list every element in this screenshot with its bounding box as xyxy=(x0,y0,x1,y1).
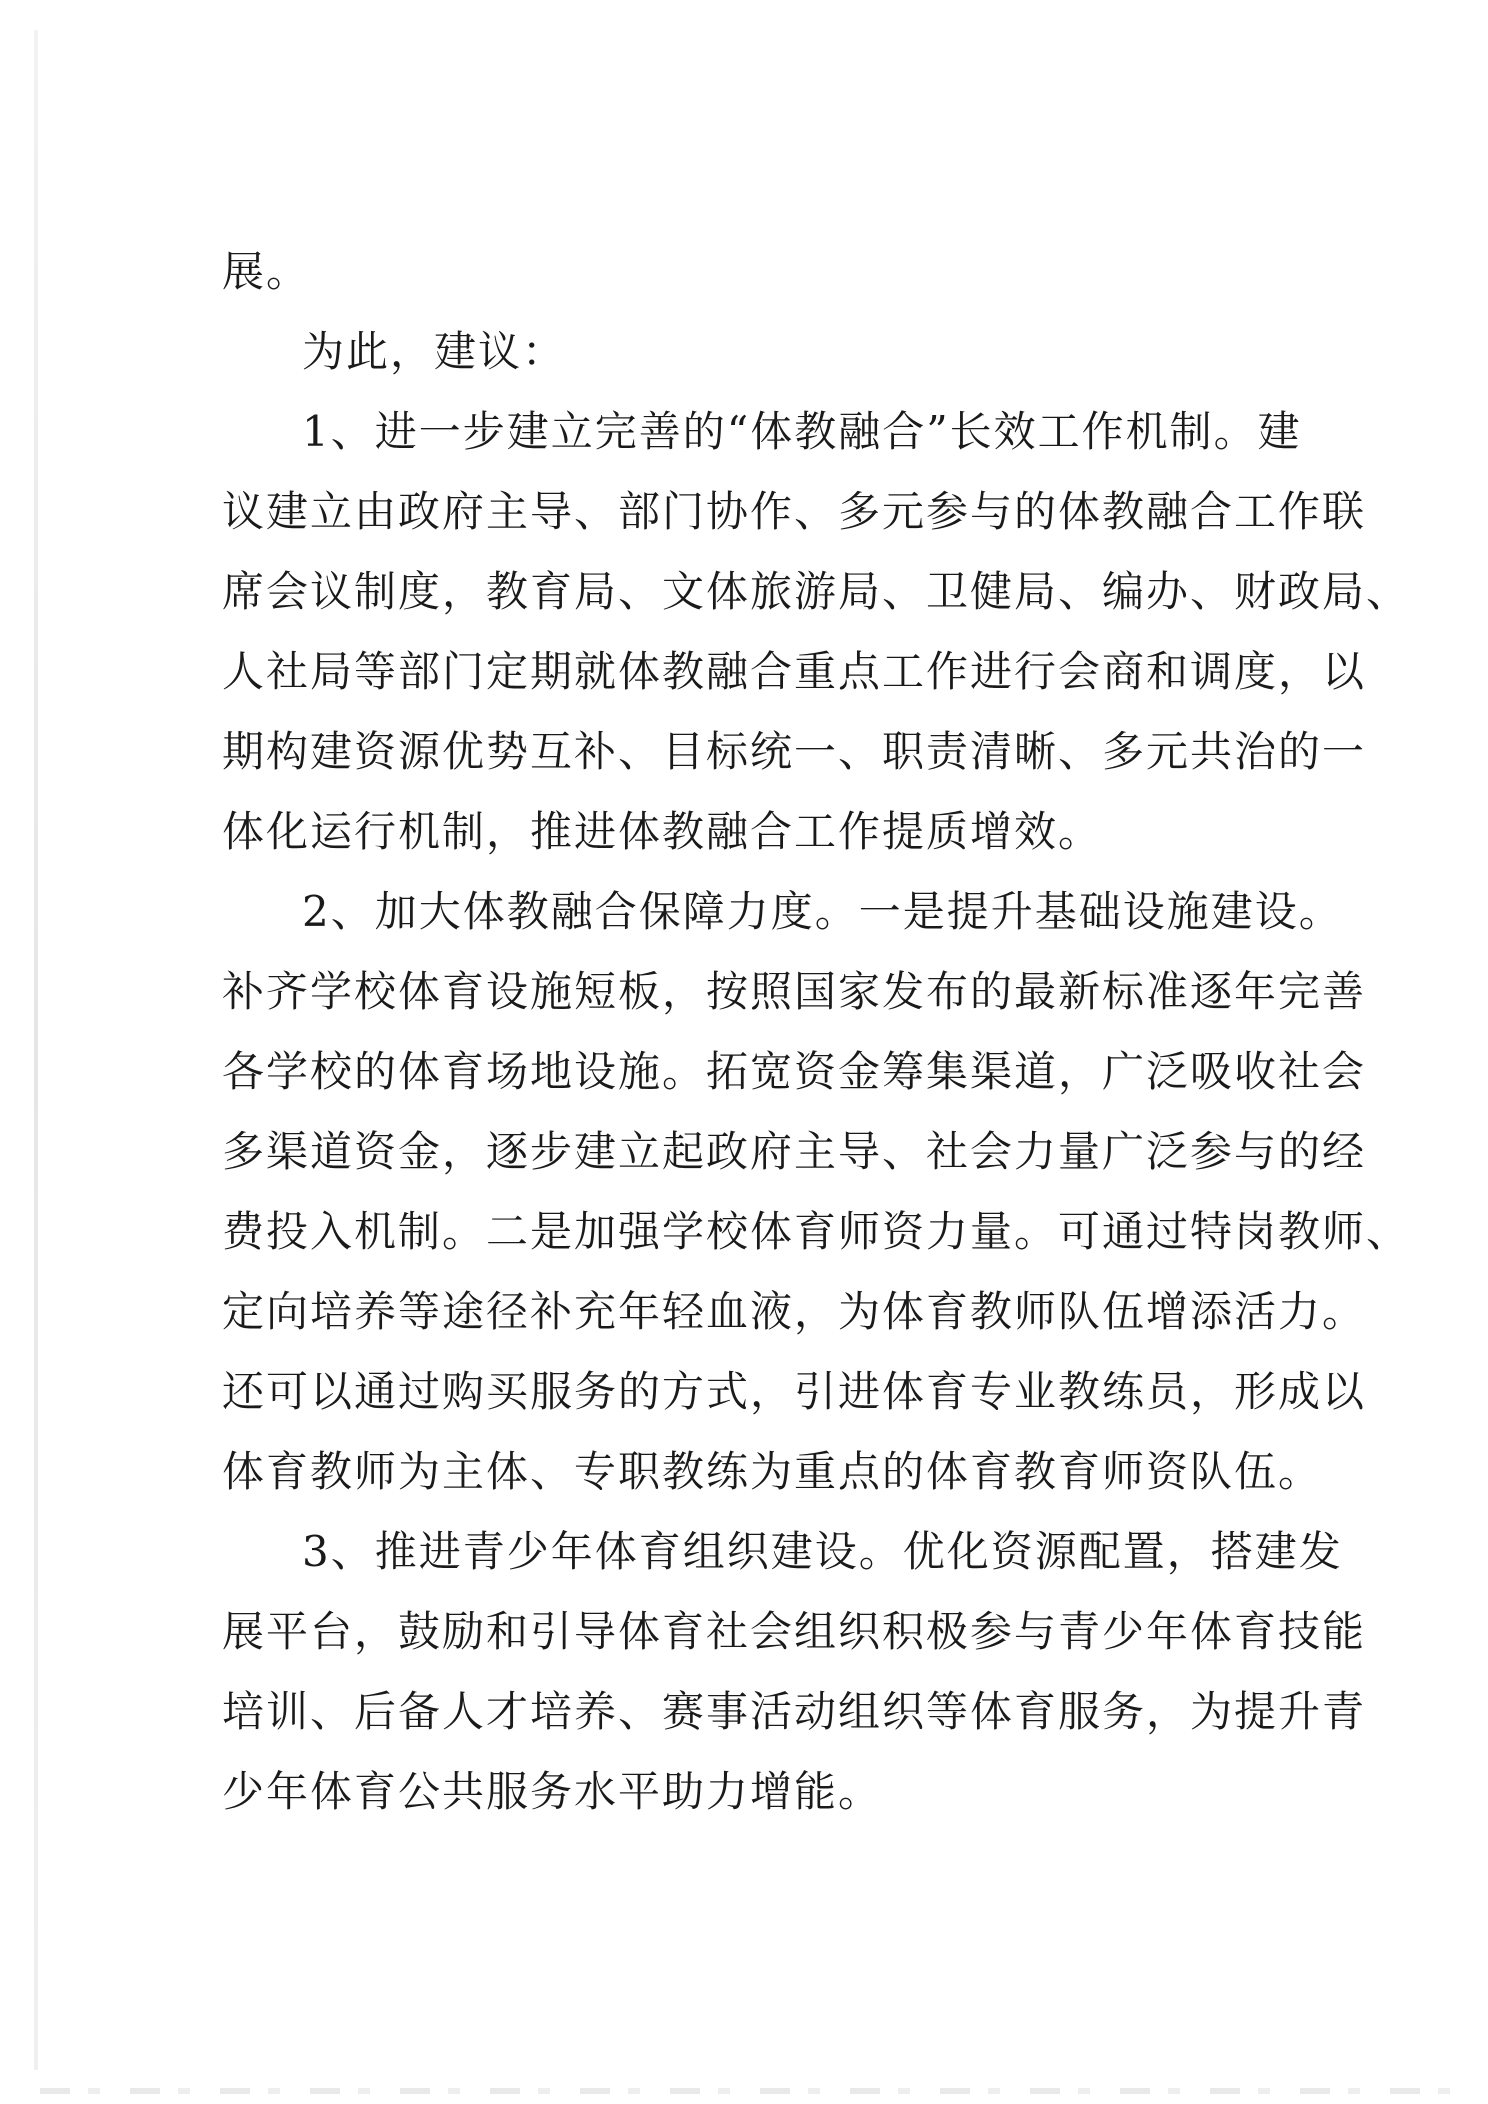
paragraph-1-line: 体化运行机制，推进体教融合工作提质增效。 xyxy=(222,807,1103,856)
text-line: 展。 xyxy=(222,247,311,296)
paragraph-2-line: 各学校的体育场地设施。拓宽资金筹集渠道，广泛吸收社会 xyxy=(222,1047,1367,1096)
paragraph-1-line: 人社局等部门定期就体教融合重点工作进行会商和调度，以 xyxy=(222,647,1367,696)
paragraph-1-line: 席会议制度，教育局、文体旅游局、卫健局、编办、财政局、 xyxy=(222,567,1411,616)
paragraph-2-line: 补齐学校体育设施短板，按照国家发布的最新标准逐年完善 xyxy=(222,967,1367,1016)
paragraph-2-line: 还可以通过购买服务的方式，引进体育专业教练员，形成以 xyxy=(222,1367,1367,1416)
paragraph-3-line: 培训、后备人才培养、赛事活动组织等体育服务，为提升青 xyxy=(222,1687,1367,1736)
paragraph-2-line: 费投入机制。二是加强学校体育师资力量。可通过特岗教师、 xyxy=(222,1207,1411,1256)
paragraph-3-line: 展平台，鼓励和引导体育社会组织积极参与青少年体育技能 xyxy=(222,1607,1367,1656)
paragraph-3-line: 3、推进青少年体育组织建设。优化资源配置，搭建发 xyxy=(302,1527,1343,1576)
scan-edge xyxy=(34,30,38,2070)
scan-bottom-edge xyxy=(40,2088,1460,2094)
paragraph-2-line: 定向培养等途径补充年轻血液，为体育教师队伍增添活力。 xyxy=(222,1287,1367,1336)
paragraph-intro: 为此，建议： xyxy=(302,327,567,376)
paragraph-1-line: 议建立由政府主导、部门协作、多元参与的体教融合工作联 xyxy=(222,487,1367,536)
paragraph-3-line: 少年体育公共服务水平助力增能。 xyxy=(222,1767,883,1816)
paragraph-1-line: 期构建资源优势互补、目标统一、职责清晰、多元共治的一 xyxy=(222,727,1367,776)
paragraph-2-line: 2、加大体教融合保障力度。一是提升基础设施建设。 xyxy=(302,887,1343,936)
paragraph-2-line: 体育教师为主体、专职教练为重点的体育教育师资队伍。 xyxy=(222,1447,1323,1496)
paragraph-1-line: 1、进一步建立完善的“体教融合”长效工作机制。建 xyxy=(302,407,1302,456)
paragraph-2-line: 多渠道资金，逐步建立起政府主导、社会力量广泛参与的经 xyxy=(222,1127,1367,1176)
